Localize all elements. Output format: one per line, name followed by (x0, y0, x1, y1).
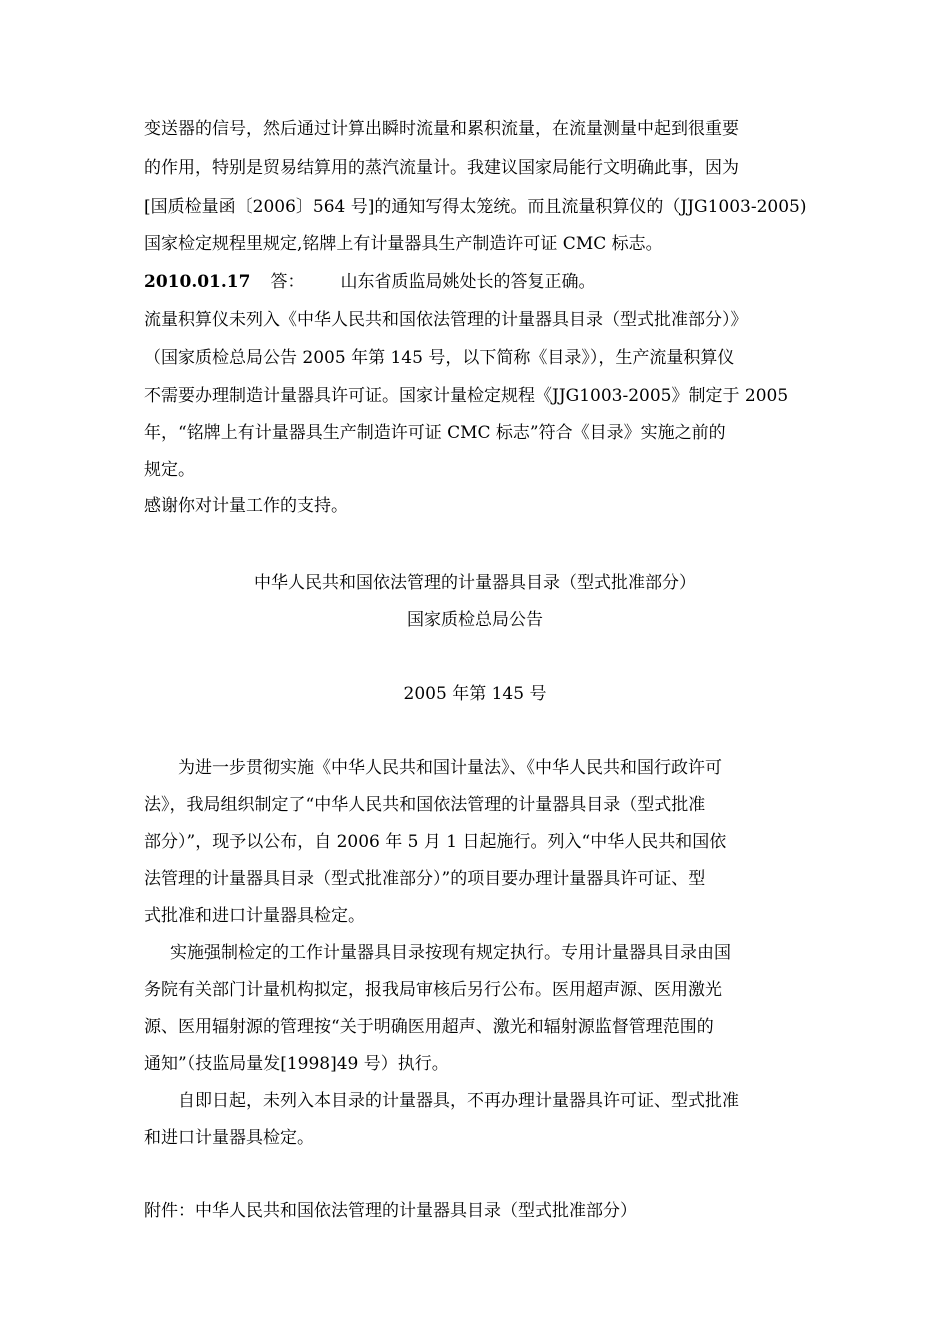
reply-body-line-5: 规定。 (144, 460, 195, 480)
announcement-number: 2005 年第 145 号 (403, 684, 547, 704)
reply-text: 山东省质监局姚处长的答复正确。 (340, 272, 596, 292)
reply-body-line-4: 年，“铭牌上有计量器具生产制造许可证 CMC 标志”符合《目录》实施之前的 (144, 423, 726, 443)
paragraph2-line-1: 实施强制检定的工作计量器具目录按现有规定执行。专用计量器具目录由国 (170, 943, 731, 963)
paragraph1-line-2: 法》，我局组织制定了“中华人民共和国依法管理的计量器具目录（型式批准 (144, 795, 706, 815)
question-line-3: [国质检量函〔2006〕564 号]的通知写得太笼统。而且流量积算仪的（JJG1003-2005) (144, 197, 807, 217)
announcement-issuer: 国家质检总局公告 (407, 610, 543, 630)
paragraph1-line-3: 部分）”，现予以公布，自 2006 年 5 月 1 日起施行。列入“中华人民共和国依 (144, 832, 727, 852)
question-line-4: 国家检定规程里规定,铭牌上有计量器具生产制造许可证 CMC 标志。 (144, 234, 663, 254)
paragraph1-line-5: 式批准和进口计量器具检定。 (144, 906, 365, 926)
paragraph2-line-2: 务院有关部门计量机构拟定，报我局审核后另行公布。医用超声源、医用激光 (144, 980, 722, 1000)
paragraph3-line-2: 和进口计量器具检定。 (144, 1128, 314, 1148)
paragraph2-line-3: 源、医用辐射源的管理按“关于明确医用超声、激光和辐射源监督管理范围的 (144, 1017, 714, 1037)
paragraph1-line-4: 法管理的计量器具目录（型式批准部分）”的项目要办理计量器具许可证、型 (144, 869, 706, 889)
question-line-2: 的作用，特别是贸易结算用的蒸汽流量计。我建议国家局能行文明确此事，因为 (144, 158, 739, 178)
reply-body-line-2: （国家质检总局公告 2005 年第 145 号，以下简称《目录》），生产流量积算仪 (144, 348, 735, 368)
attachment-line: 附件：中华人民共和国依法管理的计量器具目录（型式批准部分） (144, 1201, 637, 1221)
reply-label: 答： (270, 272, 305, 292)
reply-line (144, 271, 595, 293)
announcement-title: 中华人民共和国依法管理的计量器具目录（型式批准部分） (254, 573, 696, 593)
reply-body-line-3: 不需要办理制造计量器具许可证。国家计量检定规程《JJG1003-2005》制定于 2005 (144, 386, 789, 406)
reply-date: 2010.01.17 (144, 272, 251, 292)
question-line-1: 变送器的信号，然后通过计算出瞬时流量和累积流量，在流量测量中起到很重要 (144, 119, 739, 139)
reply-body-line-1: 流量积算仪未列入《中华人民共和国依法管理的计量器具目录（型式批准部分）》 (144, 310, 748, 330)
paragraph3-line-1: 自即日起，未列入本目录的计量器具，不再办理计量器具许可证、型式批准 (178, 1091, 739, 1111)
paragraph1-line-1: 为进一步贯彻实施《中华人民共和国计量法》、《中华人民共和国行政许可 (178, 758, 722, 778)
reply-thanks: 感谢你对计量工作的支持。 (144, 496, 348, 516)
paragraph2-line-4: 通知”（技监局量发[1998]49 号）执行。 (144, 1054, 449, 1074)
